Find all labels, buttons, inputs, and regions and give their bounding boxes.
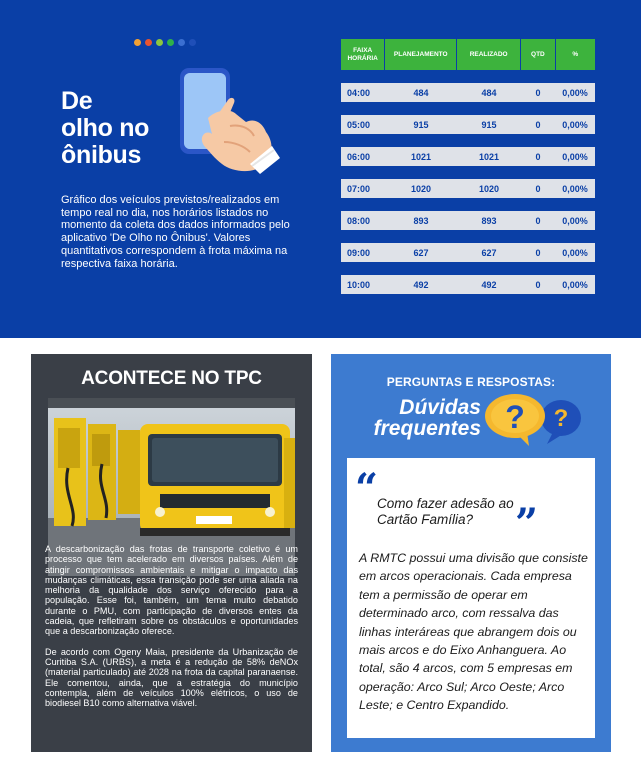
news-title: ACONTECE NO TPC	[81, 368, 262, 389]
news-body	[45, 544, 298, 708]
color-dot	[156, 39, 163, 46]
table-cell: 0,00%	[562, 183, 588, 194]
intro-text: Gráfico dos veículos previstos/realizados em tempo real no dia, nos horários listados no momento da coleta dos dados informados pelo aplicativo 'De Olho no Ônibus'. Valores quantitativos correspondem à frota máxima na respectiva faixa horária.	[61, 194, 290, 270]
color-dot	[167, 39, 174, 46]
color-dot	[178, 39, 185, 46]
title-line: De	[61, 87, 93, 115]
table-cell: 06:00	[347, 151, 371, 162]
table-row	[341, 147, 595, 166]
news-paragraph: A descarbonização das frotas de transporte coletivo é um processo que tem acelerado em diversos países. Além de atingir compromissos ambientais e mitigar o impacto das mudanças climáticas, essa transição pode ser uma aliada na melhoria da qualidade dos serviço oferecido para a população. Esse foi, também, um tema muito debatido durante o PMU, com participação de diversos entes da cadeia, que refletiram sobre os obstáculos e oportunidades que a descarbonização oferece.	[45, 544, 298, 637]
table-cell: 0,00%	[562, 279, 588, 290]
table-cell: 0	[535, 87, 541, 98]
table-cell: 627	[481, 247, 497, 258]
table-cell: 0	[535, 247, 541, 258]
table-cell: 893	[413, 215, 429, 226]
faq-kicker: PERGUNTAS E RESPOSTAS:	[386, 375, 556, 389]
column-header: %	[556, 39, 595, 70]
table-cell: 0	[535, 151, 541, 162]
faq-title	[374, 397, 481, 439]
color-dot	[189, 39, 196, 46]
table-cell: 1021	[478, 151, 500, 162]
news-paragraph: De acordo com Ogeny Maia, presidente da Urbanização de Curitiba S.A. (URBS), a meta é a redução de 58% deNOx (material particulado) até 2028 na frota da capital paranaense. Ele comentou, ainda, que a estratégia do município contempla, além de veículos 100% elétricos, o uso de biodiesel B10 como alternativa viável.	[45, 646, 298, 709]
faq-answer: A RMTC possui uma divisão que consiste em arcos operacionais. Cada empresa tem a permissão de operar em determinado arco, com ressalva das linhas interáreas que abrangem dois ou mais arcos e do Eixo Anhanguera. Ao total, são 4 arcos, com 5 empresas em operação: Arco Sul; Arco Oeste; Arco Leste; e Centro Expandido.	[359, 551, 588, 713]
faq-card	[347, 458, 595, 738]
table-row	[341, 275, 595, 294]
table-cell: 492	[413, 279, 429, 290]
table-cell: 0	[535, 215, 541, 226]
table-cell: 893	[481, 215, 497, 226]
svg-text:?: ?	[553, 405, 569, 432]
faq-panel	[331, 354, 611, 752]
table-cell: 1021	[410, 151, 432, 162]
table-cell: 484	[413, 87, 429, 98]
faq-question: Como fazer adesão ao Cartão Família?	[377, 496, 514, 527]
table-body	[341, 83, 595, 294]
faq-title-line: Dúvidas	[399, 396, 481, 419]
table-cell: 10:00	[347, 279, 371, 290]
color-dot	[134, 39, 141, 46]
table-cell: 0	[535, 183, 541, 194]
table-cell: 492	[481, 279, 497, 290]
open-quote-icon: “	[355, 465, 379, 512]
table-cell: 1020	[478, 183, 500, 194]
table-cell: 0,00%	[562, 87, 588, 98]
table-cell: 0	[535, 279, 541, 290]
table-cell: 0,00%	[562, 119, 588, 130]
title-line: ônibus	[61, 141, 142, 169]
table-cell: 0,00%	[562, 247, 588, 258]
news-panel	[31, 354, 312, 752]
svg-text:?: ?	[505, 399, 525, 435]
table-cell: 07:00	[347, 183, 371, 194]
section-title	[61, 88, 149, 169]
color-dots	[134, 39, 196, 46]
table-cell: 915	[413, 119, 429, 130]
color-dot	[145, 39, 152, 46]
table-cell: 484	[481, 87, 497, 98]
table-row	[341, 83, 595, 102]
bus-monitor-section	[0, 0, 641, 338]
table-header	[341, 39, 595, 70]
table-cell: 04:00	[347, 87, 371, 98]
table-row	[341, 179, 595, 198]
close-quote-icon: ”	[515, 500, 539, 547]
table-cell: 0	[535, 119, 541, 130]
table-cell: 09:00	[347, 247, 371, 258]
question-bubbles-icon	[483, 392, 587, 448]
column-header: PLANEJAMENTO	[385, 39, 456, 70]
column-header: QTD	[521, 39, 554, 70]
table-cell: 627	[413, 247, 429, 258]
table-cell: 08:00	[347, 215, 371, 226]
table-cell: 1020	[410, 183, 432, 194]
title-line: olho no	[61, 114, 150, 142]
table-row	[341, 211, 595, 230]
hand-phone-icon	[170, 62, 282, 176]
table-row	[341, 115, 595, 134]
faq-title-line: frequentes	[373, 417, 481, 440]
fleet-table	[341, 39, 595, 294]
table-cell: 0,00%	[562, 215, 588, 226]
table-cell: 0,00%	[562, 151, 588, 162]
table-row	[341, 243, 595, 262]
table-cell: 05:00	[347, 119, 371, 130]
table-cell: 915	[481, 119, 497, 130]
column-header: FAIXA HORÁRIA	[341, 39, 384, 70]
column-header: REALIZADO	[457, 39, 520, 70]
